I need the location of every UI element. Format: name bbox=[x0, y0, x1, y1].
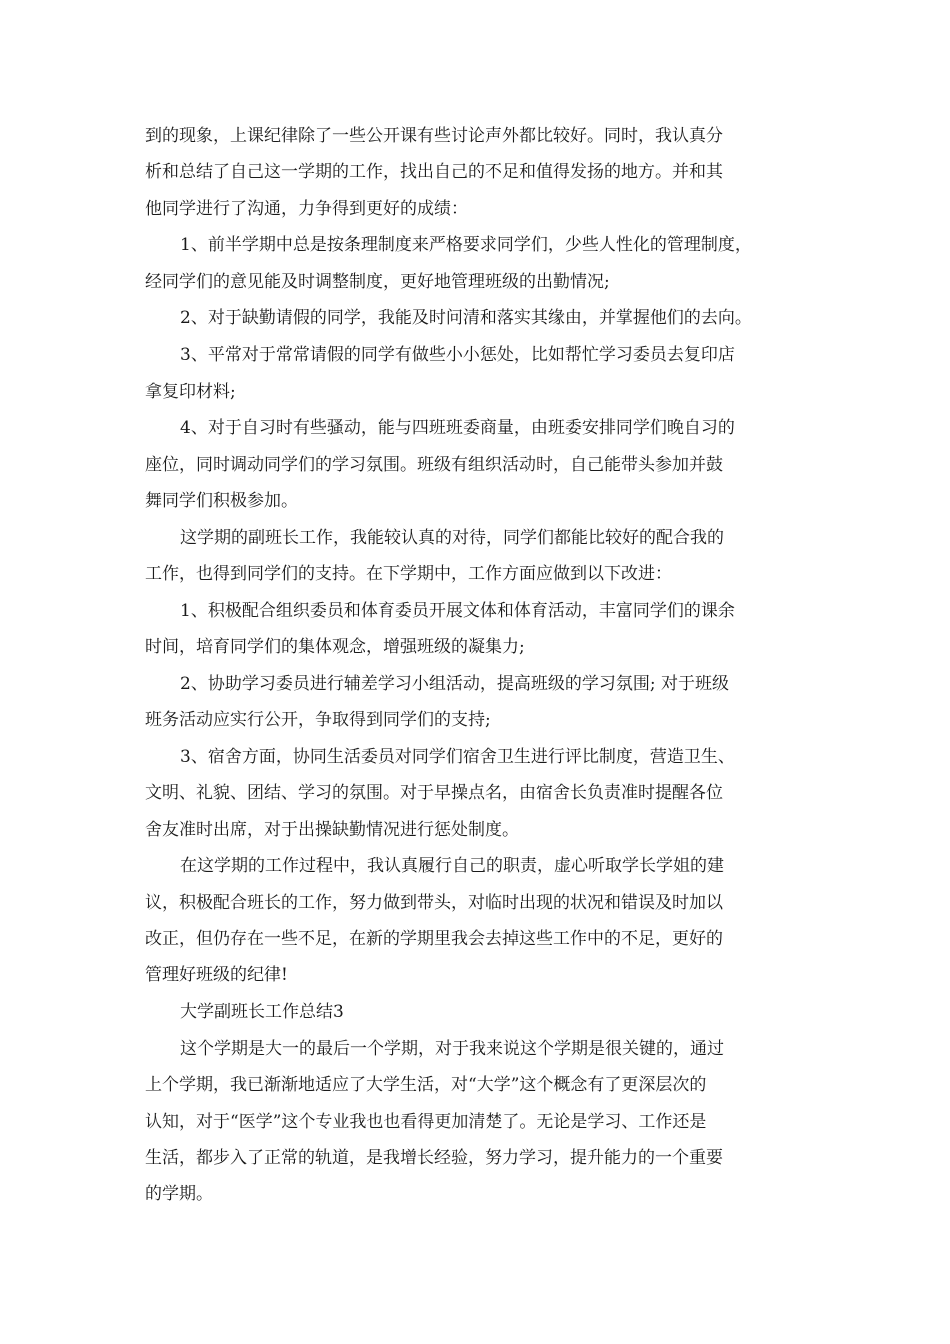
text-line: 舍友准时出席，对于出操缺勤情况进行惩处制度。 bbox=[145, 819, 519, 840]
section-heading bbox=[145, 994, 835, 1030]
text-line: 时间，培育同学们的集体观念，增强班级的凝集力; bbox=[145, 637, 525, 658]
text-line: 上个学期，我已渐渐地适应了大学生活，对“大学”这个概念有了更深层次的 bbox=[145, 1075, 707, 1096]
text-line: 工作，也得到同学们的支持。在下学期中，工作方面应做到以下改进： bbox=[145, 564, 672, 585]
paragraph-item-1 bbox=[145, 227, 835, 300]
text-line: 1、积极配合组织委员和体育委员开展文体和体育活动，丰富同学们的课余 bbox=[180, 600, 735, 621]
text-line: 到的现象，上课纪律除了一些公开课有些讨论声外都比较好。同时，我认真分 bbox=[145, 126, 723, 146]
text-line: 班务活动应实行公开，争取得到同学们的支持; bbox=[145, 710, 491, 731]
text-line: 舞同学们积极参加。 bbox=[145, 490, 298, 511]
text-line: 管理好班级的纪律! bbox=[145, 965, 288, 986]
text-line: 3、平常对于常常请假的同学有做些小小惩处，比如帮忙学习委员去复印店 bbox=[180, 345, 735, 366]
text-line: 2、协助学习委员进行辅差学习小组活动，提高班级的学习氛围; 对于班级 bbox=[180, 673, 729, 694]
text-line: 议，积极配合班长的工作，努力做到带头，对临时出现的状况和错误及时加以 bbox=[145, 892, 723, 913]
text-line: 认知，对于“医学”这个专业我也也看得更加清楚了。无论是学习、工作还是 bbox=[145, 1111, 707, 1132]
text-line: 2、对于缺勤请假的同学，我能及时问清和落实其缘由，并掌握他们的去向。 bbox=[180, 308, 752, 329]
text-line: 在这学期的工作过程中，我认真履行自己的职责，虚心听取学长学姐的建 bbox=[180, 856, 724, 877]
text-line: 文明、礼貌、团结、学习的氛围。对于早操点名，由宿舍长负责准时提醒各位 bbox=[145, 783, 723, 804]
paragraph-summary bbox=[145, 520, 835, 593]
text-line: 座位，同时调动同学们的学习氛围。班级有组织活动时，自己能带头参加并鼓 bbox=[145, 454, 723, 475]
text-line: 经同学们的意见能及时调整制度，更好地管理班级的出勤情况; bbox=[145, 271, 610, 292]
paragraph-item-3 bbox=[145, 337, 835, 410]
text-line: 他同学进行了沟通，力争得到更好的成绩： bbox=[145, 198, 468, 219]
text-line: 3、宿舍方面，协同生活委员对同学们宿舍卫生进行评比制度，营造卫生、 bbox=[180, 747, 735, 768]
text-line: 4、对于自习时有些骚动，能与四班班委商量，由班委安排同学们晚自习的 bbox=[180, 418, 735, 439]
paragraph-improve-2 bbox=[145, 666, 835, 739]
paragraph-improve-3 bbox=[145, 739, 835, 848]
text-line: 这个学期是大一的最后一个学期，对于我来说这个学期是很关键的，通过 bbox=[180, 1038, 724, 1059]
document-body bbox=[145, 118, 835, 1213]
paragraph-intro bbox=[145, 118, 835, 227]
paragraph-item-4 bbox=[145, 410, 835, 519]
section-title: 大学副班长工作总结3 bbox=[180, 1002, 344, 1023]
text-line: 的学期。 bbox=[145, 1184, 213, 1205]
paragraph-improve-1 bbox=[145, 593, 835, 666]
text-line: 生活，都步入了正常的轨道，是我增长经验，努力学习，提升能力的一个重要 bbox=[145, 1147, 723, 1168]
text-line: 析和总结了自己这一学期的工作，找出自己的不足和值得发扬的地方。并和其 bbox=[145, 162, 723, 183]
paragraph-section3-intro bbox=[145, 1031, 835, 1212]
text-line: 改正，但仍存在一些不足，在新的学期里我会去掉这些工作中的不足，更好的 bbox=[145, 929, 723, 950]
paragraph-conclusion bbox=[145, 848, 835, 993]
paragraph-item-2 bbox=[145, 300, 835, 336]
text-line: 1、前半学期中总是按条理制度来严格要求同学们，少些人性化的管理制度， bbox=[180, 235, 752, 256]
text-line: 拿复印材料; bbox=[145, 381, 236, 402]
text-line: 这学期的副班长工作，我能较认真的对待，同学们都能比较好的配合我的 bbox=[180, 527, 724, 548]
